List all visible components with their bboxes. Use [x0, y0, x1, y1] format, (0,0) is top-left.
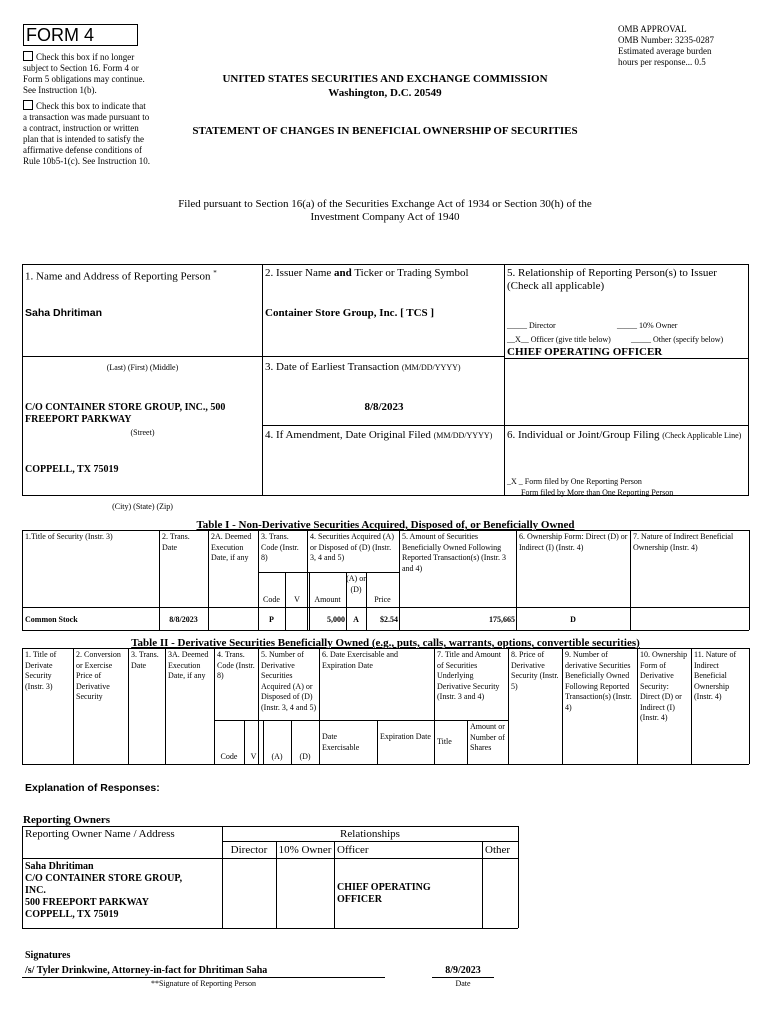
filed-pursuant	[130, 198, 640, 224]
t2-sub-a: (A)	[271, 752, 283, 761]
earliest-transaction-date: 8/8/2023	[364, 401, 404, 413]
agency-name: UNITED STATES SECURITIES AND EXCHANGE COMMISSION	[222, 73, 548, 85]
t2-sub-d: (D)	[299, 752, 311, 761]
explanation-heading: Explanation of Responses:	[25, 782, 160, 794]
t1-h3: 3. Trans. Code (Instr. 8)	[261, 532, 299, 562]
signer-caption: **Signature of Reporting Person	[150, 979, 257, 988]
relationship-officer: __X__ Officer (give title below)	[507, 335, 611, 344]
relationship-director: _____ Director	[507, 321, 556, 330]
reporting-person-name: Saha Dhritiman	[25, 307, 103, 319]
t1-sub-code: Code	[263, 595, 280, 604]
owners-col-other: Other	[485, 844, 511, 856]
owners-col-officer: Officer	[337, 844, 369, 856]
t1-row-aord: A	[353, 615, 359, 624]
relationship-tenpct: _____ 10% Owner	[617, 321, 678, 330]
t1-h7: 7. Nature of Indirect Beneficial Ownership (Instr. 4)	[633, 532, 734, 552]
statement-title: STATEMENT OF CHANGES IN BENEFICIAL OWNERSHIP OF SECURITIES	[192, 125, 578, 137]
t2-h3a: 3A. Deemed Execution Date, if any	[168, 650, 209, 680]
t1-sub-amount: Amount	[314, 595, 341, 604]
t2-h9: 9. Number of derivative Securities Beneficially Owned Following Reported Transaction(s) (Instr. 4)	[565, 650, 632, 712]
checkbox-10b5-1[interactable]	[23, 100, 151, 167]
t1-sub-v: V	[294, 595, 300, 604]
checkbox-icon[interactable]	[23, 51, 33, 61]
reporting-person-street: C/O CONTAINER STORE GROUP, INC., 500 FREEPORT PARKWAY	[25, 402, 226, 425]
relationship-other: _____ Other (specify below)	[631, 335, 724, 344]
omb-number: OMB Number: 3235-0287	[618, 35, 714, 45]
box1-label: 1. Name and Address of Reporting Person *	[25, 269, 217, 283]
t2-sub-v: V	[250, 752, 257, 761]
officer-title: CHIEF OPERATING OFFICER	[507, 346, 663, 358]
owner-officer-title: CHIEF OPERATING OFFICER	[337, 882, 431, 905]
checkbox-icon[interactable]	[23, 100, 33, 110]
owners-col-director: Director	[230, 844, 268, 856]
t1-h5: 5. Amount of Securities Beneficially Owned Following Reported Transaction(s) (Instr. 3 and 4)	[402, 532, 506, 573]
t1-row-price: $2.54	[380, 615, 398, 624]
t1-row-form: D	[570, 615, 576, 624]
owners-col-name: Reporting Owner Name / Address	[25, 828, 175, 840]
form-title-box	[23, 24, 138, 46]
city-caption: (City) (State) (Zip)	[112, 502, 173, 511]
t1-sub-price: Price	[374, 595, 391, 604]
reporting-boxes	[22, 264, 749, 496]
name-caption: (Last) (First) (Middle)	[106, 363, 179, 372]
t2-sub-title: Title	[437, 737, 452, 746]
table1-title: Table I - Non-Derivative Securities Acquired, Disposed of, or Beneficially Owned	[196, 519, 575, 531]
signer-name: /s/ Tyler Drinkwine, Attorney-in-fact for Dhritiman Saha	[25, 965, 268, 976]
t2-h11: 11. Nature of Indirect Beneficial Ownership (Instr. 4)	[694, 650, 737, 701]
t2-sub-amount: Amount or Number of Shares	[470, 722, 505, 752]
signatures-heading: Signatures	[25, 950, 71, 961]
t2-h3: 3. Trans. Date	[131, 650, 159, 670]
signature-date: 8/9/2023	[445, 965, 481, 976]
t2-h10: 10. Ownership Form of Derivative Security: Direct (D) or Indirect (I) (Instr. 4)	[640, 650, 688, 722]
owners-heading: Reporting Owners	[23, 814, 111, 826]
t1-h2: 2. Trans. Date	[162, 532, 190, 552]
t2-h2: 2. Conversion or Exercise Price of Derivative Security	[76, 650, 121, 701]
t2-h8: 8. Price of Derivative Security (Instr. 5)	[511, 650, 559, 691]
omb-label: OMB APPROVAL	[618, 24, 687, 34]
form-title: FORM 4	[26, 25, 95, 45]
omb-hours: hours per response... 0.5	[618, 57, 706, 67]
checkbox-no-longer-subject[interactable]	[23, 51, 151, 96]
omb-burden: Estimated average burden	[618, 46, 712, 56]
box5-label: 5. Relationship of Reporting Person(s) to Issuer (Check all applicable)	[507, 267, 717, 292]
table2-title: Table II - Derivative Securities Beneficially Owned (e.g., puts, calls, warrants, options, convertible securities)	[131, 637, 640, 649]
t1-h6: 6. Ownership Form: Direct (D) or Indirect (I) (Instr. 4)	[519, 532, 628, 552]
t2-h5: 5. Number of Derivative Securities Acquired (A) or Disposed of (D) (Instr. 3, 4 and 5)	[261, 650, 317, 712]
owners-col-relationships: Relationships	[340, 828, 400, 840]
box6-label: 6. Individual or Joint/Group Filing (Check Applicable Line)	[507, 429, 742, 441]
t2-sub-expiration: Expiration Date	[380, 732, 431, 741]
owner-name-address: Saha Dhritiman C/O CONTAINER STORE GROUP, INC. 500 FREEPORT PARKWAY COPPELL, TX 75019	[25, 861, 183, 920]
t1-h2a: 2A. Deemed Execution Date, if any	[211, 532, 252, 562]
t1-row-title: Common Stock	[25, 615, 78, 624]
t1-h4: 4. Securities Acquired (A) or Disposed of (D) (Instr. 3, 4 and 5)	[310, 532, 394, 562]
checkbox-label: Check this box to indicate that a transaction was made pursuant to a contract, instruction or written plan that is intended to satisfy the affirmative defense conditions of Rule 10b5-1(c). See Instruction 10.	[23, 101, 150, 166]
box2-label: 2. Issuer Name and Ticker or Trading Symbol	[265, 267, 469, 279]
agency-city: Washington, D.C. 20549	[328, 87, 442, 99]
issuer-name: Container Store Group, Inc. [ TCS ]	[265, 307, 435, 319]
reporting-person-city: COPPELL, TX 75019	[25, 464, 119, 475]
t1-row-date: 8/8/2023	[169, 615, 198, 624]
t1-sub-aord: (A) or (D)	[346, 574, 366, 594]
omb-approval	[618, 24, 763, 68]
t1-row-amount: 5,000	[327, 615, 345, 624]
filed-line-1: Filed pursuant to Section 16(a) of the Securities Exchange Act of 1934 or Section 30(h) of the	[178, 198, 592, 210]
filing-option-one: _X _ Form filed by One Reporting Person	[507, 477, 642, 486]
t2-h6: 6. Date Exercisable and Expiration Date	[322, 650, 398, 670]
t1-row-owned: 175,665	[489, 615, 515, 624]
t2-h4: 4. Trans. Code (Instr. 8)	[217, 650, 255, 680]
street-caption: (Street)	[130, 428, 155, 437]
box3-label: 3. Date of Earliest Transaction (MM/DD/YYYY)	[265, 361, 461, 373]
t1-row-code: P	[269, 615, 274, 624]
t2-sub-exercisable: Date Exercisable	[322, 732, 360, 752]
box4-label: 4. If Amendment, Date Original Filed (MM/DD/YYYY)	[265, 429, 493, 441]
checkbox-label: Check this box if no longer subject to Section 16. Form 4 or Form 5 obligations may continue. See Instruction 1(b).	[23, 52, 145, 95]
t2-h7: 7. Title and Amount of Securities Underlying Derivative Security (Instr. 3 and 4)	[437, 650, 502, 701]
t1-h1: 1.Title of Security (Instr. 3)	[25, 532, 113, 541]
t2-h1: 1. Title of Derivate Security (Instr. 3)	[25, 650, 57, 691]
owners-col-tenpct: 10% Owner	[278, 844, 332, 856]
signature-date-caption: Date	[455, 979, 471, 988]
t2-sub-code: Code	[220, 752, 238, 761]
filed-line-2: Investment Company Act of 1940	[310, 211, 460, 223]
filing-option-group: ___ Form filed by More than One Reporting Person	[507, 488, 674, 497]
